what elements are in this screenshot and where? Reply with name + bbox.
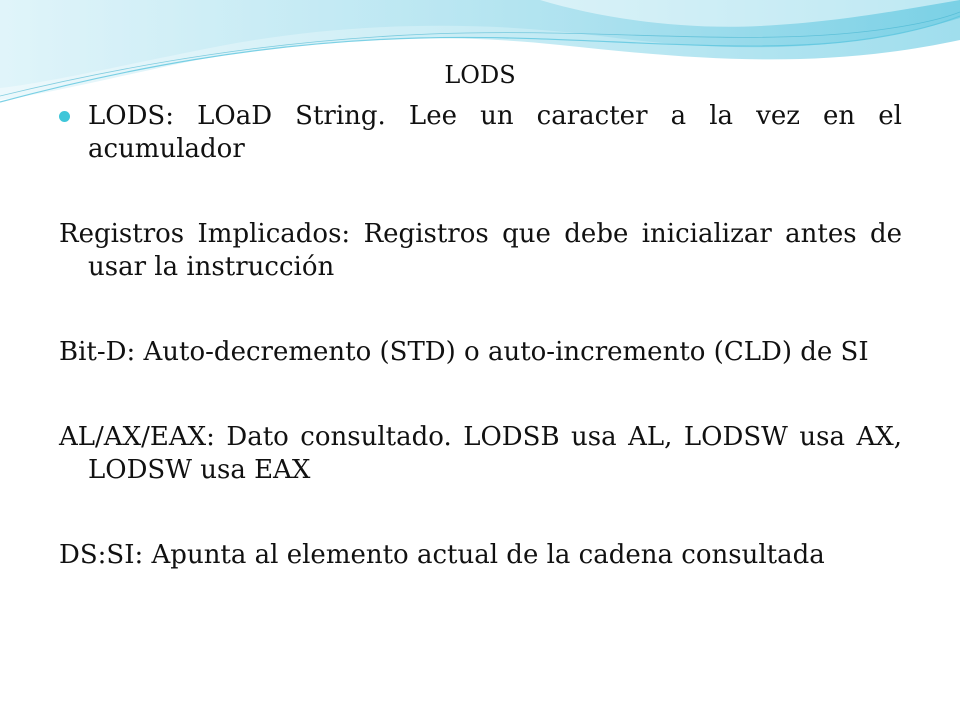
paragraph-spacer (59, 487, 902, 539)
paragraph-spacer (59, 166, 902, 218)
paragraph-bit-d (59, 336, 902, 369)
bullet-item-text: LODS: LOaD String. Lee un caracter a la vez en el acumulador (88, 101, 902, 164)
paragraph-text: Bit-D: Auto-decremento (STD) o auto-incremento (CLD) de SI (59, 337, 869, 367)
paragraph-registros-implicados (59, 218, 902, 284)
paragraph-al-ax-eax (59, 421, 902, 487)
slide-title: LODS (444, 61, 516, 89)
slide-body (59, 100, 902, 572)
paragraph-spacer (59, 369, 902, 421)
paragraph-text: DS:SI: Apunta al elemento actual de la cadena consultada (59, 540, 825, 570)
paragraph-ds-si (59, 539, 902, 572)
paragraph-text: AL/AX/EAX: Dato consultado. LODSB usa AL, LODSW usa AX, LODSW usa EAX (59, 422, 902, 485)
paragraph-text: Registros Implicados: Registros que debe inicializar antes de usar la instrucción (59, 219, 902, 282)
paragraph-spacer (59, 284, 902, 336)
bullet-dot-icon (59, 111, 70, 122)
bullet-item-lods (59, 100, 902, 166)
